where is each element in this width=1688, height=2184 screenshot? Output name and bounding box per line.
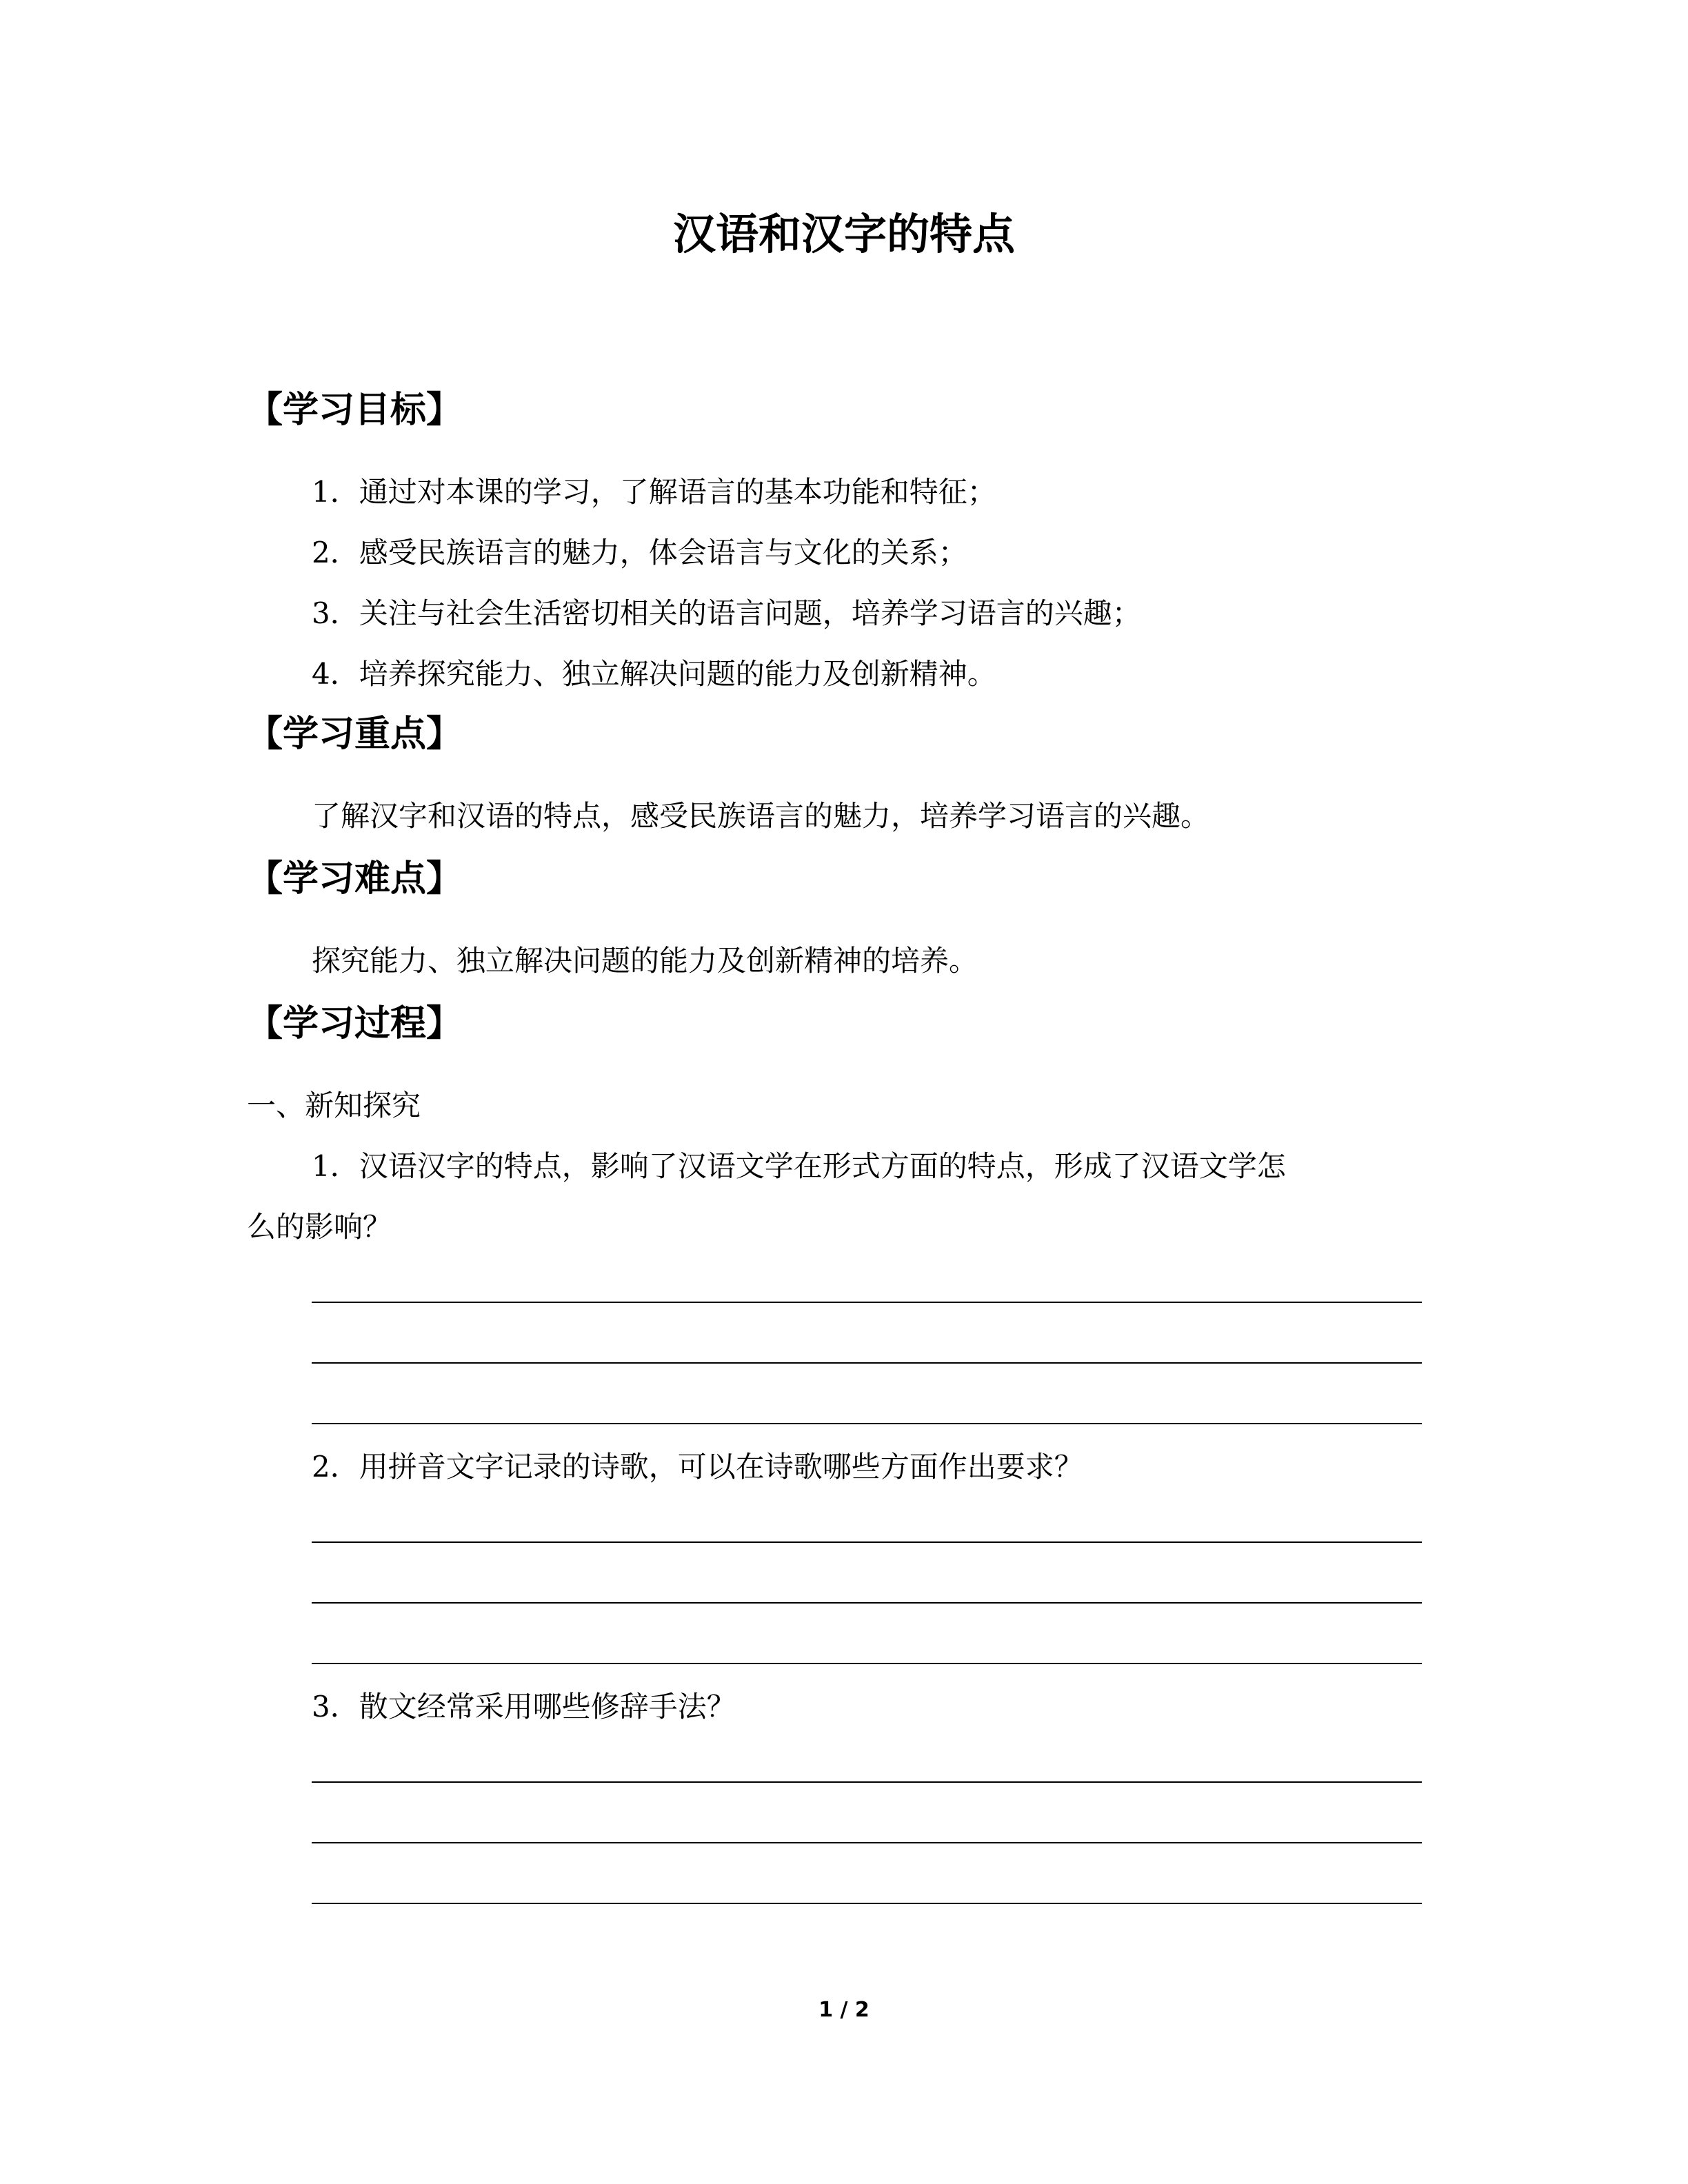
answer-line[interactable]	[312, 1842, 1422, 1843]
objective-item-2: 2．感受民族语言的魅力，体会语言与文化的关系；	[312, 536, 967, 569]
answer-line[interactable]	[312, 1423, 1422, 1424]
process-heading: 【学习过程】	[247, 1003, 463, 1044]
difficulties-heading: 【学习难点】	[247, 858, 463, 900]
part-one-label: 一、新知探究	[247, 1089, 421, 1122]
key-points-heading: 【学习重点】	[247, 714, 463, 755]
difficulties-text: 探究能力、独立解决问题的能力及创新精神的培养。	[312, 944, 978, 978]
objective-item-4: 4．培养探究能力、独立解决问题的能力及创新精神。	[312, 657, 996, 691]
page-number: 1 / 2	[818, 1998, 870, 2022]
answer-line[interactable]	[312, 1541, 1422, 1543]
question-3: 3．散文经常采用哪些修辞手法？	[312, 1690, 736, 1723]
objective-item-1: 1．通过对本课的学习，了解语言的基本功能和特征；	[312, 475, 996, 509]
answer-line[interactable]	[312, 1302, 1422, 1303]
question-1-line-2: 么的影响？	[247, 1210, 392, 1244]
answer-line[interactable]	[312, 1362, 1422, 1364]
answer-line[interactable]	[312, 1781, 1422, 1783]
document-title: 汉语和汉字的特点	[672, 209, 1015, 259]
objective-item-3: 3．关注与社会生活密切相关的语言问题，培养学习语言的兴趣；	[312, 596, 1141, 630]
answer-line[interactable]	[312, 1602, 1422, 1604]
answer-line[interactable]	[312, 1663, 1422, 1664]
answer-line[interactable]	[312, 1903, 1422, 1904]
question-1-line-1: 1．汉语汉字的特点，影响了汉语文学在形式方面的特点，形成了汉语文学怎	[312, 1149, 1286, 1183]
question-2: 2．用拼音文字记录的诗歌，可以在诗歌哪些方面作出要求？	[312, 1450, 1083, 1484]
key-points-text: 了解汉字和汉语的特点，感受民族语言的魅力，培养学习语言的兴趣。	[312, 799, 1210, 833]
objectives-heading: 【学习目标】	[247, 390, 463, 431]
